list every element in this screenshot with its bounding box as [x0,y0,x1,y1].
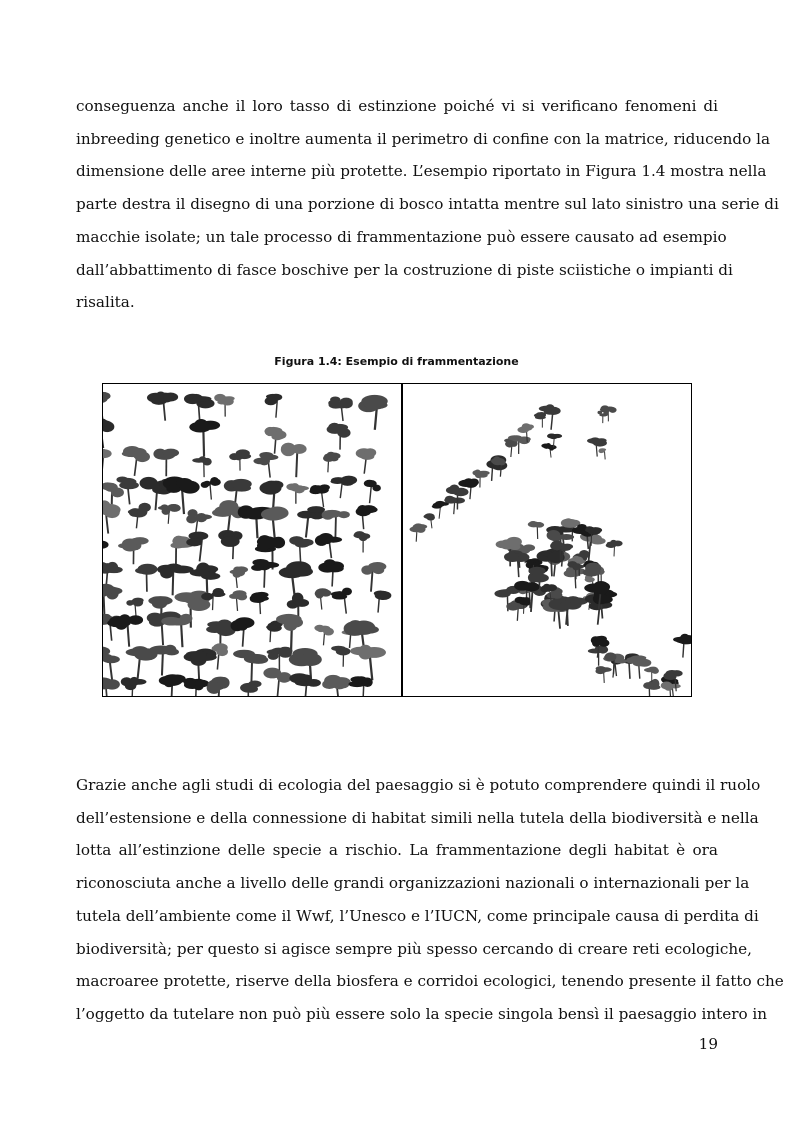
text-line: parte destra il disegno di una porzione di bosco intatta mentre sul lato sinistro una serie di [76,195,779,214]
forest-illustration [102,383,692,697]
text-line: tutela dell’ambiente come il Wwf, l’Unesco e l’IUCN, come principale causa di perdita di [76,906,759,925]
text-line: lotta all’estinzione delle specie a rischio. La frammentazione degli habitat è ora [76,841,718,860]
text-line: riconosciuta anche a livello delle grandi organizzazioni nazionali o internazionali per la [76,874,750,893]
text-line: inbreeding genetico e inoltre aumenta il perimetro di confine con la matrice, riducendo la [76,129,771,148]
text-line: macroaree protette, riserve della biosfera e corridoi ecologici, tenendo presente il fatto che [76,972,784,991]
text-line: dell’estensione e della connessione di habitat simili nella tutela della biodiversità e nella [76,808,759,827]
text-line: dall’abbattimento di fasce boschive per la costruzione di piste sciistiche o impianti di [76,260,733,279]
paragraph-1 [76,90,779,319]
figure-caption: Figura 1.4: Esempio di frammentazione [274,355,519,368]
text-line: risalita. [76,293,135,312]
text-line: l’oggetto da tutelare non può più essere solo la specie singola bensì il paesaggio intero in [76,1004,768,1023]
text-line: macchie isolate; un tale processo di frammentazione può essere causato ad esempio [76,227,727,246]
text-line: Grazie anche agli studi di ecologia del paesaggio si è potuto comprendere quindi il ruolo [76,776,761,794]
page-number: 19 [698,1035,718,1053]
text-line: dimensione delle aree interne più protette. L’esempio riportato in Figura 1.4 mostra nella [76,162,767,181]
fragmentation-figure [102,383,692,697]
text-line: conseguenza anche il loro tasso di estinzione poiché vi si verificano fenomeni di [76,97,718,115]
text-line: biodiversità; per questo si agisce sempre più spesso cercando di creare reti ecologiche, [76,939,752,958]
paragraph-2 [76,769,784,1031]
